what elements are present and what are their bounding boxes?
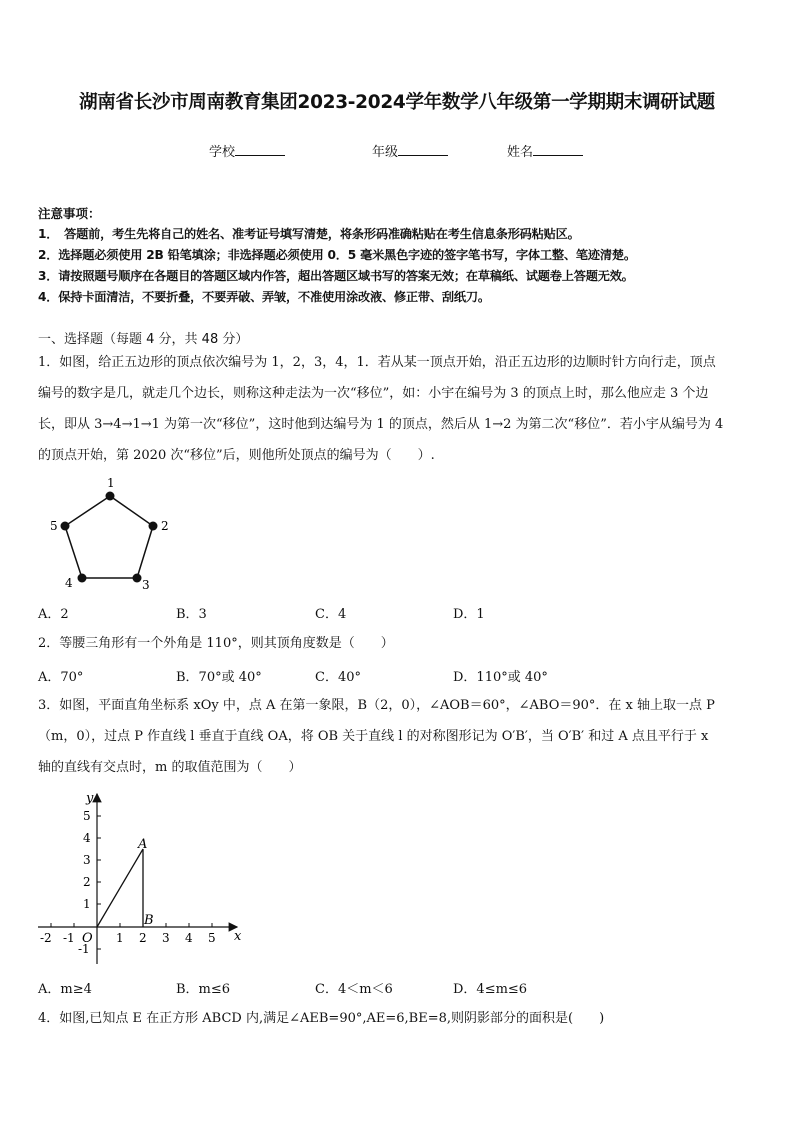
y-axis-label: y [86,791,94,806]
grade-field [372,141,448,160]
grade-blank [398,143,448,156]
q3-option-b: B．m≤6 [176,982,231,997]
vertex-dot [133,574,142,583]
document-title: 湖南省长沙市周南教育集团2023-2024学年数学八年级第一学期期末调研试题 [79,92,715,113]
point-b-label: B [144,913,154,928]
vertex-dot [106,492,115,501]
y-tick-label: 3 [83,853,91,867]
vertex-dot [78,574,87,583]
x-tick-label: -2 [40,931,52,945]
q1-option-d: D．1 [453,607,485,622]
school-field [209,141,285,160]
q2-option-b: B．70°或 40° [176,670,262,685]
q1-option-b: B．3 [176,607,207,622]
pentagon-figure [40,472,190,597]
q3-option-d: D．4≤m≤6 [453,982,528,997]
pentagon-shape [65,496,153,578]
school-label: 学校 [209,145,236,160]
q2-option-a: A．70° [38,670,84,685]
vertex-label-5: 5 [50,519,58,533]
name-field [507,141,583,160]
section-title: 一、选择题（每题 4 分，共 48 分） [38,332,249,347]
x-tick-label: 3 [162,931,170,945]
notes-heading: 注意事项： [38,206,101,221]
point-a-label: A [138,837,148,852]
q3-line: 轴的直线有交点时，m 的取值范围为（ ） [38,760,302,775]
vertex-label-2: 2 [161,519,169,533]
name-label: 姓名 [507,145,534,160]
q4-text: 4．如图,已知点 E 在正方形 ABCD 内,满足∠AEB=90°,AE=6,BE=8,则阴影部分的面积是( ) [38,1011,605,1026]
vertex-dot [149,522,158,531]
x-tick-label: -1 [63,931,75,945]
vertex-label-3: 3 [142,578,150,592]
q3-line: 3．如图，平面直角坐标系 xOy 中，点 A 在第一象限，B（2，0），∠AOB＝60°，∠ABO＝90°．在 x 轴上取一点 P [38,698,715,713]
note-item: 4．保持卡面清洁，不要折叠，不要弄破、弄皱，不准使用涂改液、修正带、刮纸刀。 [38,290,490,304]
q2-option-c: C．40° [315,670,361,685]
q3-option-a: A．m≥4 [38,982,92,997]
y-tick-label: 1 [83,897,91,911]
y-tick-label: 2 [83,875,91,889]
vertex-dot [61,522,70,531]
vertex-label-4: 4 [65,576,73,590]
q2-option-d: D．110°或 40° [453,670,548,685]
x-tick-label: 2 [139,931,147,945]
q1-line: 的顶点开始，第 2020 次“移位”后，则他所处顶点的编号为（ ）. [38,448,435,463]
q2-text: 2．等腰三角形有一个外角是 110°，则其顶角度数是（ ） [38,636,394,651]
x-tick-label: 1 [116,931,124,945]
q1-option-a: A．2 [38,607,69,622]
name-blank [533,143,583,156]
note-item: 1． 答题前，考生先将自己的姓名、准考证号填写清楚，将条形码准确粘贴在考生信息条形码粘贴区。 [38,227,580,241]
q1-line: 编号的数字是几，就走几个边长，则称这种走法为一次“移位”，如：小宇在编号为 3 的顶点上时，那么他应走 3 个边 [38,386,709,401]
vertex-label-1: 1 [107,476,115,490]
coordinate-graph [30,786,260,966]
q1-option-c: C．4 [315,607,347,622]
y-tick-label: 5 [83,809,91,823]
origin-label: O [82,931,93,946]
y-tick-label: -1 [78,942,90,956]
school-blank [235,143,285,156]
grade-label: 年级 [372,145,399,160]
q1-line: 1．如图，给正五边形的顶点依次编号为 1，2，3，4，1．若从某一顶点开始，沿正五边形的边顺时针方向行走，顶点 [38,355,716,370]
x-tick-label: 4 [185,931,193,945]
note-item: 3．请按照题号顺序在各题目的答题区域内作答，超出答题区域书写的答案无效；在草稿纸、试题卷上答题无效。 [38,269,634,283]
y-tick-label: 4 [83,831,91,845]
note-item: 2．选择题必须使用 2B 铅笔填涂；非选择题必须使用 0．5 毫米黑色字迹的签字笔书写，字体工整、笔迹清楚。 [38,248,636,262]
x-tick-label: 5 [208,931,216,945]
q3-line: （m，0），过点 P 作直线 l 垂直于直线 OA，将 OB 关于直线 l 的对称图形记为 O′B′，当 O′B′ 和过 A 点且平行于 x [38,729,709,744]
q3-option-c: C．4＜m＜6 [315,982,393,997]
x-axis-label: x [234,929,242,944]
segment-oa [97,849,143,927]
q1-line: 长，即从 3→4→1→1 为第一次“移位”，这时他到达编号为 1 的顶点，然后从 1→2 为第二次“移位”．若小宇从编号为 4 [38,417,724,432]
